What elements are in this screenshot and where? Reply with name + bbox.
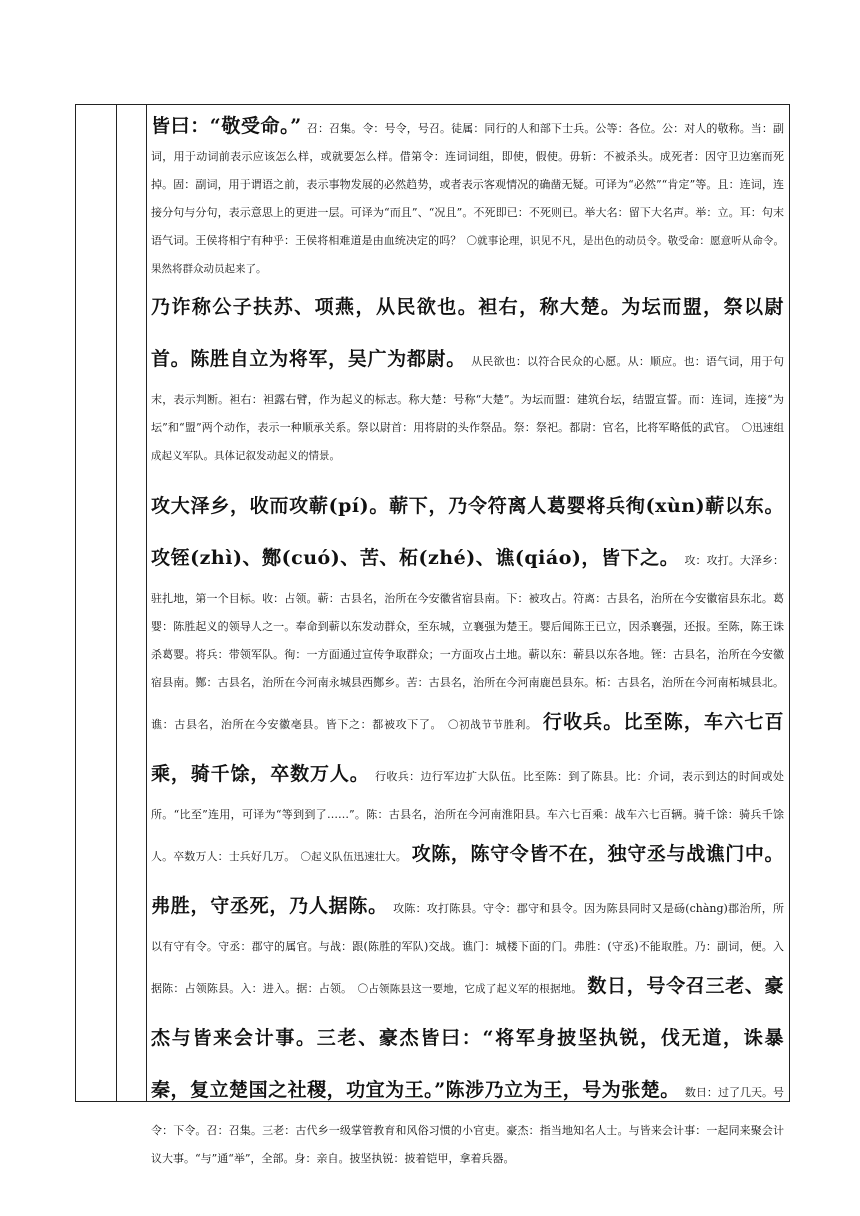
annotation-text: 行收兵：边行军边扩大队伍。比至陈：到了陈县。比：介词，表示到达的时间或处所。“比至”连用，可译为“等到到了……”。陈：古县名，治所在今河南淮阳县。车六七百乘：战车六七百辆。骑千馀：骑兵千馀人。卒数万人：士兵好几万。 — [151, 770, 784, 863]
original-text: 攻大泽乡，收而攻蕲(pí)。蕲下，乃令符离人葛婴将兵徇(xùn)蕲以东。攻铚(zhì)、酂(cuó)、苦、柘(zhé)、谯(qiáo)，皆下之。 — [151, 495, 784, 569]
original-text: 皆曰：“敬受命。” — [151, 115, 302, 137]
paragraph-1 — [151, 113, 784, 281]
commentary-note: 〇初战节节胜利。 — [447, 719, 538, 731]
text-content — [151, 113, 789, 1165]
commentary-note: 〇占领陈县这一要地，它成了起义军的根据地。 — [357, 983, 583, 995]
annotation-text: 数日：过了几天。号令：下令。召：召集。三老：古代乡一级掌管教育和风俗习惯的小官吏。豪杰：指当地知名人士。与皆来会计事：一起同来聚会计议大事。“与”通“举”，全部。身：亲自。披坚执锐：披着铠甲，拿着兵器。 — [151, 1086, 785, 1165]
commentary-note: 〇就事论理，识见不凡，是出色的动员令。敬受命：愿意听从命令。果然将群众动员起来了。 — [151, 235, 784, 275]
column-divider-2 — [146, 105, 147, 1101]
commentary-note: 〇迅速组成起义军队。具体记叙发动起义的情景。 — [151, 422, 784, 462]
original-text: 行收兵。比至陈，车六七百乘，骑千馀，卒数万人。 — [151, 711, 784, 785]
original-text: 数日，号令召三老、豪杰与皆来会计事。三老、豪杰皆曰：“将军身披坚执锐，伐无道，诛暴秦，复立楚国之社稷，功宜为王。”陈涉乃立为王，号为张楚。 — [151, 975, 785, 1101]
original-text: 攻陈，陈守令皆不在，独守丞与战谯门中。弗胜，守丞死，乃人据陈。 — [151, 843, 784, 917]
paragraph-2 — [151, 281, 784, 468]
annotation-text: 召：召集。令：号令，号召。徒属：同行的人和部下士兵。公等：各位。公：对人的敬称。当：副词，用于动词前表示应该怎么样，或就要怎么样。借第令：连词词组，即使，假使。毋斩：不被杀头。成死者：因守卫边塞而死掉。固：副词，用于谓语之前，表示事物发展的必然趋势，或者表示客观情况的确凿无疑。可译为“必然”“肯定”等。且：连词，连接分句与分句，表示意思上的更进一层。可译为“而且”、“况且”。不死即已：不死则已。举大名：留下大名声。举：立。耳：句末语气词。王侯将相宁有种乎：王侯将相难道是由血统决定的吗？ — [151, 122, 784, 247]
commentary-note: 〇起义队伍迅速壮大。 — [300, 851, 407, 863]
annotation-text: 攻陈：攻打陈县。守令：郡守和县令。因为陈县同时又是砀(chàng)郡治所，所以有守有令。守丞：郡守的属官。与战：跟(陈胜的军队)交战。谯门：城楼下面的门。弗胜：(守丞)不能取胜。乃：副词，便。入据陈：占领陈县。入：进入。据：占领。 — [151, 902, 784, 995]
column-divider-1 — [116, 105, 117, 1101]
original-text: 乃诈称公子扶苏、项燕，从民欲也。袒右，称大楚。为坛而盟，祭以尉首。陈胜自立为将军，吴广为都尉。 — [151, 296, 784, 370]
annotation-text: 攻：攻打。大泽乡：驻扎地，第一个目标。收：占领。蕲：古县名，治所在今安徽省宿县南。下：被攻占。符离：古县名，治所在今安徽宿县东北。葛婴：陈胜起义的领导人之一。奉命到蕲以东发动群众，至东城，立襄强为楚王。婴后闻陈王已立，因杀襄强，还报。至陈，陈王诛杀葛婴。将兵：带领军队。徇：一方面通过宣传争取群众；一方面攻占土地。蕲以东：蕲县以东各地。铚：古县名，治所在今安徽宿县南。酂：古县名，治所在今河南永城县西酂乡。苦：古县名，治所在今河南鹿邑县东。柘：古县名，治所在今河南柘城县北。谯：古县名，治所在今安徽亳县。皆下之：都被攻下了。 — [151, 554, 784, 731]
paragraph-3 — [151, 480, 784, 1172]
annotation-text: 从民欲也：以符合民众的心愿。从：顺应。也：语气词，用于句末，表示判断。袒右：袒露右臂，作为起义的标志。称大楚：号称“大楚”。为坛而盟：建筑台坛，结盟宣誓。而：连词，连接“为坛”和“盟”两个动作，表示一种顺承关系。祭以尉首：用将尉的头作祭品。祭：祭祀。都尉：官名，比将军略低的武官。 — [151, 355, 784, 434]
table-frame — [75, 104, 790, 1165]
